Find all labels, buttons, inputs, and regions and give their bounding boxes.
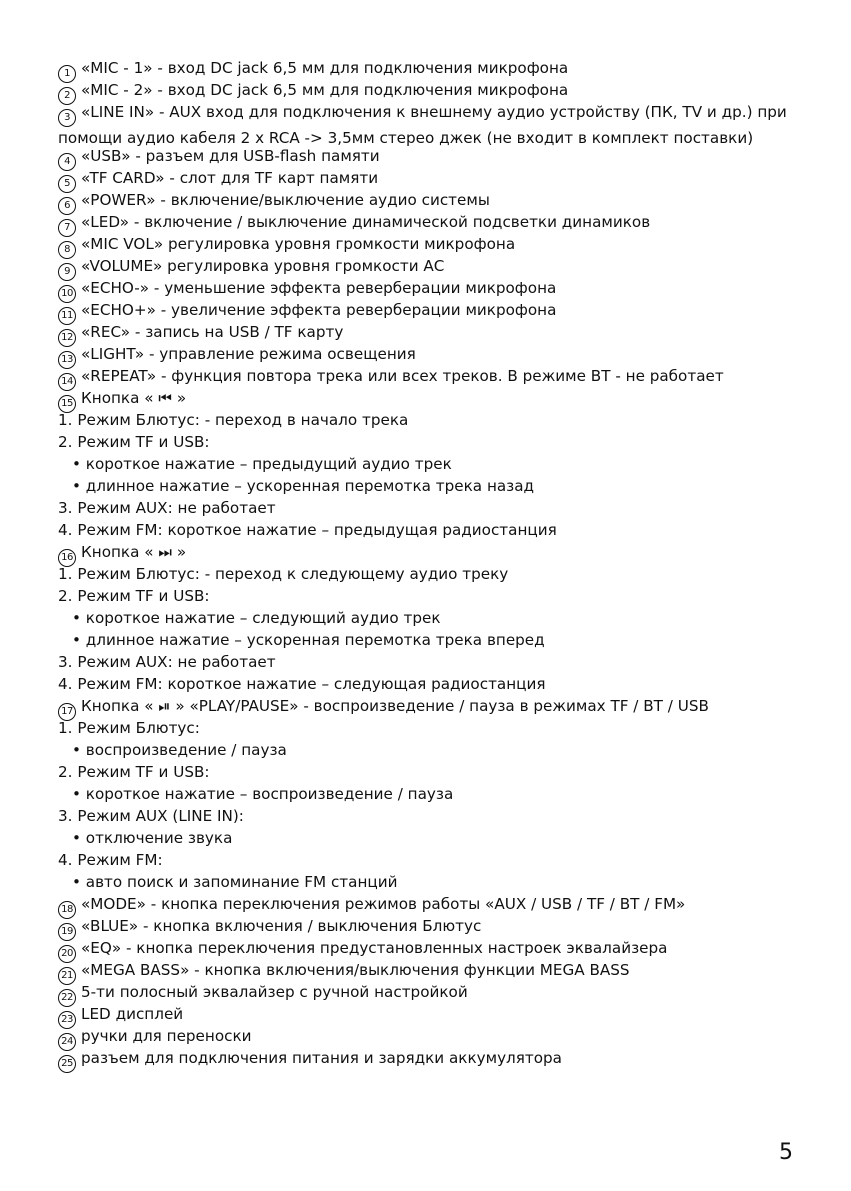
- item-text: 3. Режим AUX: не работает: [58, 499, 276, 517]
- item-text: ручки для переноски: [81, 1027, 252, 1045]
- item-text: «MODE» - кнопка переключения режимов работы «AUX / USB / TF / BT / FM»: [81, 895, 686, 913]
- item-number: 11: [58, 307, 76, 325]
- item-15-mode-3: [58, 497, 821, 519]
- item-15-mode-2: [58, 431, 821, 453]
- item-text: 4. Режим FM: короткое нажатие – следующая радиостанция: [58, 675, 546, 693]
- item-text: • короткое нажатие – предыдущий аудио трек: [72, 455, 452, 473]
- item-number: 22: [58, 989, 76, 1007]
- item-12: [58, 321, 821, 343]
- item-17-bullet: [72, 827, 821, 849]
- item-number: 17: [58, 703, 76, 721]
- item-text: 4. Режим FM: короткое нажатие – предыдущая радиостанция: [58, 521, 557, 539]
- item-16-mode-1: [58, 563, 821, 585]
- item-text: «MIC - 2» - вход DC jack 6,5 мм для подключения микрофона: [81, 81, 569, 99]
- item-number: 24: [58, 1033, 76, 1051]
- item-text: Кнопка « ⏮ »: [81, 389, 187, 407]
- item-text: «EQ» - кнопка переключения предустановленных настроек эквалайзера: [81, 939, 668, 957]
- item-text: 3. Режим AUX: не работает: [58, 653, 276, 671]
- item-text: разъем для подключения питания и зарядки аккумулятора: [81, 1049, 562, 1067]
- item-text: 1. Режим Блютус:: [58, 719, 200, 737]
- item-text: «VOLUME» регулировка уровня громкости АС: [81, 257, 445, 275]
- item-number: 5: [58, 175, 76, 193]
- item-15-bullet: [72, 475, 821, 497]
- item-text: • короткое нажатие – следующий аудио трек: [72, 609, 441, 627]
- item-text: «LED» - включение / выключение динамической подсветки динамиков: [81, 213, 651, 231]
- item-number: 23: [58, 1011, 76, 1029]
- item-number: 21: [58, 967, 76, 985]
- item-number: 3: [58, 109, 76, 127]
- item-17: [58, 695, 821, 717]
- item-text: 2. Режим TF и USB:: [58, 763, 210, 781]
- item-text: «REPEAT» - функция повтора трека или всех треков. В режиме BT - не работает: [81, 367, 724, 385]
- item-15-mode-1: [58, 409, 821, 431]
- item-number: 2: [58, 87, 76, 105]
- item-14: [58, 365, 821, 387]
- item-text: «USB» - разъем для USB-flash памяти: [81, 147, 380, 165]
- item-8: [58, 233, 821, 255]
- item-text: 2. Режим TF и USB:: [58, 587, 210, 605]
- item-2: [58, 79, 821, 101]
- item-10: [58, 277, 821, 299]
- item-24: [58, 1025, 821, 1047]
- item-17-mode-1: [58, 717, 821, 739]
- item-25: [58, 1047, 821, 1069]
- item-17-bullet: [72, 739, 821, 761]
- item-17-mode-2: [58, 761, 821, 783]
- item-18: [58, 893, 821, 915]
- item-16-mode-4: [58, 673, 821, 695]
- item-text: Кнопка « ⏭ »: [81, 543, 187, 561]
- item-16-bullet: [72, 607, 821, 629]
- item-text: 4. Режим FM:: [58, 851, 163, 869]
- item-text: • отключение звука: [72, 829, 233, 847]
- item-5: [58, 167, 821, 189]
- item-6: [58, 189, 821, 211]
- item-22: [58, 981, 821, 1003]
- item-15-bullet: [72, 453, 821, 475]
- item-number: 14: [58, 373, 76, 391]
- item-number: 7: [58, 219, 76, 237]
- item-number: 13: [58, 351, 76, 369]
- item-number: 16: [58, 549, 76, 567]
- item-text: «BLUE» - кнопка включения / выключения Блютус: [81, 917, 482, 935]
- item-text: «TF CARD» - слот для TF карт памяти: [81, 169, 379, 187]
- item-number: 12: [58, 329, 76, 347]
- item-text: LED дисплей: [81, 1005, 184, 1023]
- item-11: [58, 299, 821, 321]
- item-4: [58, 145, 821, 167]
- item-15: [58, 387, 821, 409]
- item-number: 8: [58, 241, 76, 259]
- item-15-mode-4: [58, 519, 821, 541]
- item-number: 9: [58, 263, 76, 281]
- item-text: 1. Режим Блютус: - переход к следующему аудио треку: [58, 565, 509, 583]
- item-21: [58, 959, 821, 981]
- item-19: [58, 915, 821, 937]
- item-23: [58, 1003, 821, 1025]
- item-16: [58, 541, 821, 563]
- item-20: [58, 937, 821, 959]
- item-text: «LINE IN» - AUX вход для подключения к внешнему аудио устройству (ПК, TV и др.) при помощи аудио кабеля 2 х RCA -> 3,5мм стерео джек (не входит в комплект поставки): [58, 103, 787, 147]
- item-9: [58, 255, 821, 277]
- item-text: «MIC - 1» - вход DC jack 6,5 мм для подключения микрофона: [81, 59, 569, 77]
- item-number: 25: [58, 1055, 76, 1073]
- item-number: 20: [58, 945, 76, 963]
- item-text: • авто поиск и запоминание FM станций: [72, 873, 398, 891]
- item-7: [58, 211, 821, 233]
- item-number: 6: [58, 197, 76, 215]
- item-number: 10: [58, 285, 76, 303]
- item-text: 3. Режим AUX (LINE IN):: [58, 807, 244, 825]
- item-1: [58, 57, 821, 79]
- item-text: Кнопка « ⏯ » «PLAY/PAUSE» - воспроизведение / пауза в режимах TF / BT / USB: [81, 697, 709, 715]
- item-text: 5-ти полосный эквалайзер с ручной настройкой: [81, 983, 468, 1001]
- page-number: 5: [779, 1140, 793, 1165]
- item-text: • длинное нажатие – ускоренная перемотка трека назад: [72, 477, 535, 495]
- item-17-mode-4: [58, 849, 821, 871]
- item-16-mode-2: [58, 585, 821, 607]
- item-3: [58, 101, 821, 145]
- item-16-bullet: [72, 629, 821, 651]
- item-number: 15: [58, 395, 76, 413]
- item-text: 2. Режим TF и USB:: [58, 433, 210, 451]
- item-13: [58, 343, 821, 365]
- item-number: 1: [58, 65, 76, 83]
- item-text: «ECHO-» - уменьшение эффекта реверберации микрофона: [81, 279, 557, 297]
- item-text: 1. Режим Блютус: - переход в начало трека: [58, 411, 409, 429]
- item-number: 18: [58, 901, 76, 919]
- item-17-bullet: [72, 783, 821, 805]
- item-text: • длинное нажатие – ускоренная перемотка трека вперед: [72, 631, 545, 649]
- item-text: • короткое нажатие – воспроизведение / пауза: [72, 785, 454, 803]
- item-17-bullet: [72, 871, 821, 893]
- item-17-mode-3: [58, 805, 821, 827]
- item-number: 19: [58, 923, 76, 941]
- item-text: «ECHO+» - увеличение эффекта реверберации микрофона: [81, 301, 557, 319]
- item-text: «LIGHT» - управление режима освещения: [81, 345, 416, 363]
- item-number: 4: [58, 153, 76, 171]
- item-text: • воспроизведение / пауза: [72, 741, 287, 759]
- item-16-mode-3: [58, 651, 821, 673]
- item-text: «MIC VOL» регулировка уровня громкости микрофона: [81, 235, 516, 253]
- item-text: «POWER» - включение/выключение аудио системы: [81, 191, 490, 209]
- item-text: «REC» - запись на USB / TF карту: [81, 323, 344, 341]
- item-text: «MEGA BASS» - кнопка включения/выключения функции MEGA BASS: [81, 961, 630, 979]
